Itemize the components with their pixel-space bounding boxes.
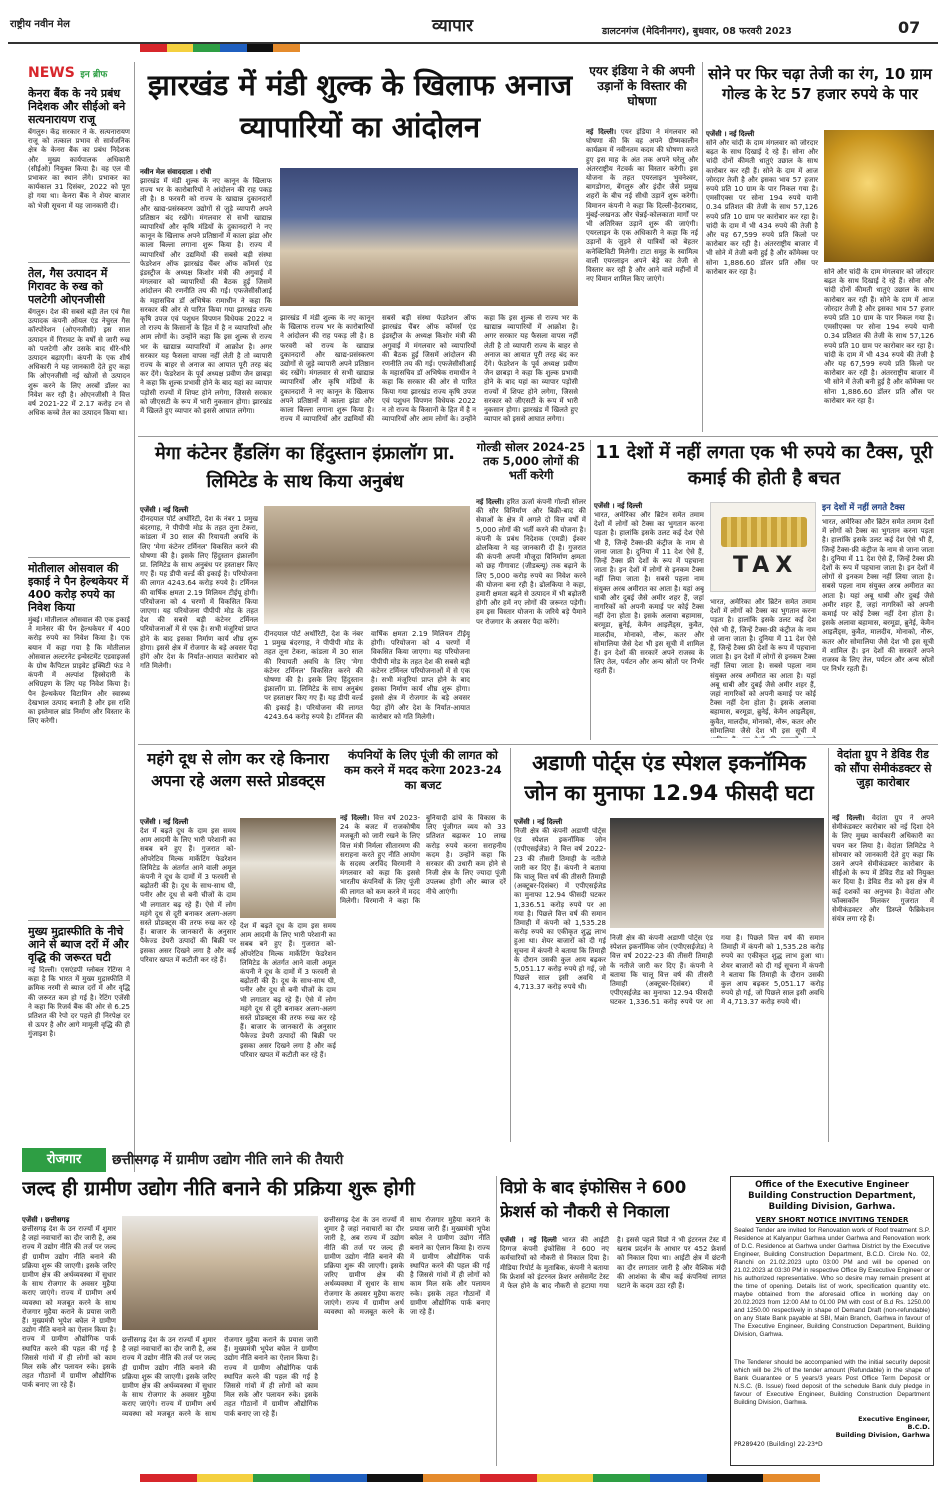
tender-signature: [734, 1415, 930, 1439]
masthead-page-number: 07: [898, 18, 921, 37]
sidebar-box: [822, 502, 934, 738]
story-byline: एजेंसी । नई दिल्ली: [706, 130, 755, 138]
story-air-india: [586, 64, 698, 432]
story-body-text: भारत की आईटी दिग्गज कंपनी इंफोसिस ने 600 नए कर्मचारियों को नौकरी से निकाल दिया है। मीडिया रिपोर्ट के मुताबिक, कंपनी ने बताया कि फ्रेशर्स को इंटरनल फ्रेशर असेसमेंट टेस्ट में फेल होने के बाद नौकरी से हटाया गया है। इससे पहले विप्रो ने भी इंटरनल टेस्ट में खराब प्रदर्शन के आधार पर 452 फ्रेशर्स को निकाल दिया था। आईटी क्षेत्र में छंटनी का दौर लगातार जारी है और वैश्विक मंदी की आशंका के बीच कई कंपनियां लागत घटाने के कदम उठा रही हैं।: [500, 1236, 726, 1291]
story-body: [500, 1236, 726, 1462]
story-tax-free-countries: [594, 440, 934, 740]
column-divider: [702, 62, 703, 432]
story-body-col: [594, 502, 704, 738]
brief-body: मुंबई। मोतीलाल ओसवाल की एक इकाई ने मानेसर की पैन हेल्थकेयर में 400 करोड़ रुपये का निवेश किया है। एक बयान में कहा गया है कि मोतीलाल ओसवाल अल्टरनेट इन्वेस्टमेंट एडवाइजर्स के ग्रोथ कैपिटल प्राइवेट इक्विटी फंड ने कंपनी में अल्पांश हिस्सेदारी के अधिग्रहण के लिए यह निवेश किया है। पैन हेल्थकेयर विटामिन और स्वास्थ्य देखभाल उत्पाद बनाती है और इस राशि का इस्तेमाल ब्रांड निर्माण और विस्तार के लिए करेगी।: [28, 616, 130, 726]
story-byline: एजेंसी । छत्तीसगढ़: [22, 1216, 70, 1224]
chief-minister-photo: [122, 1216, 318, 1330]
story-byline: एजेंसी । नई दिल्ली: [514, 818, 563, 826]
sidebar-body: भारत, अमेरिका और ब्रिटेन समेत तमाम देशों में लोगों को टैक्स का भुगतान करना पड़ता है। हालांकि इसके उलट कई देश ऐसे भी हैं, जिन्हें टैक्स-फ्री कंट्रीज के नाम से जाना जाता है। दुनिया में 11 देश ऐसे हैं, जिन्हें टैक्स फ्री देशों के रूप में पहचाना जाता है। इन देशों में लोगों से इनकम टैक्स नहीं लिया जाता है। सबसे पहला नाम संयुक्त अरब अमीरात का आता है। यहां अबू धाबी और दुबई जैसे अमीर शहर हैं, जहां नागरिकों को अपनी कमाई पर कोई टैक्स नहीं देना होता है। इसके अलावा बहामास, बरमूडा, ब्रुनेई, केमैन आइलैंड्स, कुवैत, मालदीव, मोनाको, नौरू, कतर और सोमालिया जैसे देश भी इस सूची में शामिल हैं। इन देशों की सरकारें अपने राजस्व के लिए तेल, पर्यटन और अन्य स्रोतों पर निर्भर रहती हैं।: [822, 518, 934, 674]
section-divider: [138, 744, 938, 745]
story-body: [476, 498, 586, 736]
color-registration-bar-bottom: [140, 1474, 820, 1482]
story-byline: नवीन मेल संवाददाता । रांची: [140, 168, 212, 176]
rozgar-section-bar: [22, 1148, 930, 1172]
story-body: झारखंड में मंडी शुल्क के नए कानून के खिलाफ राज्य भर के कारोबारियों ने आंदोलन की राह पकड़ ली है। 8 फरवरी को राज्य के खाद्यान्न दुकानदारों और खाद्य-प्रसंस्करण उद्योगों से जुड़े व्यापारी अपने प्रतिष्ठान बंद रखेंगे। मंगलवार से सभी खाद्यान्न व्यापारियों और कृषि मंडियों के दुकानदारों ने नए कानून के खिलाफ अपने प्रतिष्ठानों में काला झंडा और काला बिल्ला लगाना शुरू किया है। राज्य में व्यापारियों और उद्यमियों की सबसे बड़ी संस्था फेडरेशन ऑफ झारखंड चैंबर ऑफ कॉमर्स एंड इंडस्ट्रीज के अध्यक्ष किशोर मंत्री की अगुवाई में मंगलवार को व्यापारियों की बैठक हुई जिसमें आंदोलन की रणनीति तय की गई। एफजेसीसीआई के महासचिव डॉ अभिषेक रामाधीन ने कहा कि सरकार की ओर से पारित किया गया झारखंड राज्य कृषि उपज एवं पशुधन विपणन विधेयक 2022 न तो राज्य के किसानों के हित में है न व्यापारियों और आम लोगों के। उन्होंने कहा कि इस शुल्क से राज्य भर के खाद्यान्न व्यापारियों में आक्रोश है। अगर सरकार यह फैसला वापस नहीं लेती है तो व्यापारी राज्य के बाहर से अनाज का आयात पूरी तरह बंद कर देंगे। फेडरेशन के पूर्व अध्यक्ष प्रवीण जैन छाबड़ा ने कहा कि शुल्क प्रभावी होने के बाद यहां का व्यापार पड़ोसी राज्यों में शिफ्ट होने लगेगा, जिससे सरकार को जीएसटी के रूप में भारी नुकसान होगा। झारखंड में खिलते हुए व्यापार को इससे आघात लगेगा।: [140, 177, 272, 416]
story-headline: सोने पर फिर चढ़ा तेजी का रंग, 10 ग्राम गोल्ड के रेट 57 हजार रुपये के पार: [708, 65, 932, 103]
story-headline: विप्रो के बाद इंफोसिस ने 600 फ्रेशर्स को नौकरी से निकाला: [500, 1178, 687, 1221]
gold-jewelry-photo: [824, 130, 934, 262]
story-adani-ports: [514, 748, 824, 1142]
column-divider: [590, 440, 591, 740]
story-byline: एजेंसी । नई दिल्ली: [140, 506, 189, 514]
brief-headline: केनरा बैंक के नये प्रबंध निदेशक और सीईओ बने सत्यनारायण राजू: [28, 87, 126, 126]
brief-item: [28, 262, 130, 553]
story-body-col: [140, 506, 258, 738]
story-rural-industry-policy: [22, 1176, 490, 1466]
story-body: देश में बढ़ते दूध के दाम इस समय आम आदमी के लिए भारी परेशानी का सबब बने हुए हैं। गुजरात को-ऑपरेटिव मिल्क मार्केटिंग फेडरेशन लिमिटेड के अंतर्गत आने वाली अमूल कंपनी ने दूध के दामों में 3 फरवरी से बढ़ोतरी की है। दूध के साथ-साथ घी, पनीर और दूध से बनी चीजों के दाम भी लगातार बढ़ रहे हैं। ऐसे में लोग महंगे दूध से दूरी बनाकर अलग-अलग सस्ते प्रोडक्ट्स की तरफ रुख कर रहे हैं। बाजार के जानकारों के अनुसार पैकेज्ड डेयरी उत्पादों की बिक्री पर इसका असर दिखने लगा है और कई परिवार खपत में कटौती कर रहे हैं।: [140, 827, 236, 964]
story-body: छत्तीसगढ़ देश के उन राज्यों में शुमार है जहां नवाचारों का दौर जारी है, अब राज्य में उद्योग नीति की तर्ज पर जल्द ही ग्रामीण उद्योग नीति बनाने की प्रक्रिया शुरू की जाएगी। इसके जरिए ग्रामीण क्षेत्र की अर्थव्यवस्था में सुधार के साथ रोजगार के अवसर मुहैया कराए जाएंगे। राज्य में ग्रामीण अर्थ व्यवस्था को मजबूत करने के साथ रोजगार मुहैया कराने के प्रयास जारी हैं। मुख्यमंत्री भूपेश बघेल ने ग्रामीण उद्योग नीति बनाने का ऐलान किया है। राज्य में ग्रामीण औद्योगिक पार्क स्थापित करने की पहल की गई है जिससे गांवों में ही लोगों को काम मिल सके और पलायन रुके। इसके तहत गौठानों में ग्रामीण औद्योगिक पार्क बनाए जा रहे हैं।: [22, 1225, 116, 1390]
story-byline: नई दिल्ली।: [340, 814, 370, 822]
brief-headline: तेल, गैस उत्पादन में गिरावट के रुख को पलटेगी ओएनजीसी: [28, 267, 108, 306]
brief-item: [28, 557, 130, 916]
story-headline: एयर इंडिया ने की अपनी उड़ानों के विस्तार की घोषणा: [589, 64, 695, 108]
story-milk-prices: [140, 748, 336, 1142]
story-body-continued: दीनदयाल पोर्ट अथॉरिटी, देश के नंबर 1 प्रमुख बंदरगाह, ने पीपीपी मोड के तहत तूना टेकरा, कांडला में 30 साल की रियायती अवधि के लिए 'मेगा कंटेनर टर्मिनल' विकसित करने की घोषणा की है। इसके लिए हिंदुस्तान इंफ्रालॉग प्रा. लिमिटेड के साथ अनुबंध पर हस्ताक्षर किए गए हैं। यह डीपी वर्ल्ड की इकाई है। परियोजना की लागत 4243.64 करोड़ रुपये है। टर्मिनल की वार्षिक क्षमता 2.19 मिलियन टीईयू होगी। परियोजना को 4 चरणों में विकसित किया जाएगा। यह परियोजना पीपीपी मोड के तहत देश की सबसे बड़ी कंटेनर टर्मिनल परियोजनाओं में से एक है। सभी मंजूरियां प्राप्त होने के बाद इसका निर्माण कार्य शीघ्र शुरू होगा। इससे क्षेत्र में रोजगार के बड़े अवसर पैदा होंगे और देश के निर्यात-आयात कारोबार को गति मिलेगी।: [264, 630, 470, 721]
story-body-continued: झारखंड में मंडी शुल्क के नए कानून के खिलाफ राज्य भर के कारोबारियों ने आंदोलन की राह पकड़ ली है। 8 फरवरी को राज्य के खाद्यान्न दुकानदारों और खाद्य-प्रसंस्करण उद्योगों से जुड़े व्यापारी अपने प्रतिष्ठान बंद रखेंगे। मंगलवार से सभी खाद्यान्न व्यापारियों और कृषि मंडियों के दुकानदारों ने नए कानून के खिलाफ अपने प्रतिष्ठानों में काला झंडा और काला बिल्ला लगाना शुरू किया है। राज्य में व्यापारियों और उद्यमियों की सबसे बड़ी संस्था फेडरेशन ऑफ झारखंड चैंबर ऑफ कॉमर्स एंड इंडस्ट्रीज के अध्यक्ष किशोर मंत्री की अगुवाई में मंगलवार को व्यापारियों की बैठक हुई जिसमें आंदोलन की रणनीति तय की गई। एफजेसीसीआई के महासचिव डॉ अभिषेक रामाधीन ने कहा कि सरकार की ओर से पारित किया गया झारखंड राज्य कृषि उपज एवं पशुधन विपणन विधेयक 2022 न तो राज्य के किसानों के हित में है न व्यापारियों और आम लोगों के। उन्होंने कहा कि इस शुल्क से राज्य भर के खाद्यान्न व्यापारियों में आक्रोश है। अगर सरकार यह फैसला वापस नहीं लेती है तो व्यापारी राज्य के बाहर से अनाज का आयात पूरी तरह बंद कर देंगे। फेडरेशन के पूर्व अध्यक्ष प्रवीण जैन छाबड़ा ने कहा कि शुल्क प्रभावी होने के बाद यहां का व्यापार पड़ोसी राज्यों में शिफ्ट होने लगेगा, जिससे सरकार को जीएसटी के रूप में भारी नुकसान होगा। झारखंड में खिलते हुए व्यापार को इससे आघात लगेगा।: [280, 314, 578, 424]
story-jharkhand-mandi: [140, 64, 580, 432]
color-registration-bar-top: [140, 44, 300, 52]
story-body: निजी क्षेत्र की कंपनी अडाणी पोर्ट्स एंड स्पेशल इकनॉमिक जोन (एपीएसईजेड) ने वित्त वर्ष 2022-23 की तीसरी तिमाही के नतीजे जारी कर दिए हैं। कंपनी ने बताया कि चालू वित्त वर्ष की तीसरी तिमाही (अक्टूबर-दिसंबर) में एपीएसईजेड का मुनाफा 12.94 फीसदी घटकर 1,336.51 करोड़ रुपये पर आ गया है। पिछले वित्त वर्ष की समान तिमाही में कंपनी को 1,535.28 करोड़ रुपये का एकीकृत शुद्ध लाभ हुआ था। शेयर बाजारों को दी गई सूचना में कंपनी ने बताया कि तिमाही के दौरान उसकी कुल आय बढ़कर 5,051.17 करोड़ रुपये हो गई, जो पिछले साल इसी अवधि में 4,713.37 करोड़ रुपये थी।: [514, 827, 606, 992]
story-body-col: [514, 818, 606, 1140]
story-headline: वेदांता ग्रुप ने डेविड रीड को सौंपा सेमीकंडक्टर से जुड़ा कारोबार: [834, 748, 932, 789]
news-brief-column: [28, 62, 130, 1172]
brief-body: नई दिल्ली। एसएंडपी ग्लोबल रेटिंग्स ने कहा है कि भारत में मुख्य मुद्रास्फीति में क्रमिक नरमी से ब्याज दरों में और वृद्धि की जरूरत कम हो गई है। रेटिंग एजेंसी ने कहा कि रिजर्व बैंक की ओर से 6.25 प्रतिशत की रेपो दर पहले ही निरपेक्ष दर से ऊपर है और आगे मामूली वृद्धि की ही गुंजाइश है।: [28, 966, 130, 1039]
brief-headline: मोतीलाल ओसवाल की इकाई ने पैन हेल्थकेयर में 400 करोड़ रुपये का निवेश किया: [28, 562, 129, 614]
story-body-text: वित्त वर्ष 2023-24 के बजट में राजकोषीय मजबूती को जारी रखने के लिए वित्त मंत्री निर्मला सीतारमण की सराहना करते हुए नीति आयोग के सदस्य अरविंद विरमानी ने मंगलवार को कहा कि इससे भारतीय कंपनियों के लिए पूंजी की लागत को कम करने में मदद मिलेगी। विरमानी ने कहा कि बुनियादी ढांचे के विकास के लिए पूंजीगत व्यय को 33 प्रतिशत बढ़ाकर 10 लाख करोड़ रुपये करना सराहनीय कदम है। उन्होंने कहा कि सरकार की उधारी कम होने से निजी क्षेत्र के लिए ज्यादा पूंजी उपलब्ध होगी और ब्याज दरें नीचे आएंगी।: [340, 814, 506, 905]
story-byline: एजेंसी । नई दिल्ली: [140, 818, 189, 826]
story-headline: कंपनियों के लिए पूंजी की लागत को कम करने में मदद करेगा 2023-24 का बजट: [344, 748, 502, 792]
story-body: [586, 128, 698, 426]
masthead-paper-name: राष्ट्रीय नवीन मेल: [10, 19, 70, 30]
milk-pouring-photo: [240, 818, 336, 918]
story-byline: नई दिल्ली।: [832, 814, 865, 822]
masthead-section: व्यापार: [432, 16, 474, 36]
tender-title: VERY SHORT NOTICE INVITING TENDER: [755, 1216, 909, 1224]
brief-body: बेंगलुरु। केंद्र सरकार ने के. सत्यनारायण राजू को तत्काल प्रभाव से सार्वजनिक क्षेत्र के केनरा बैंक का प्रबंध निदेशक और मुख्य कार्यपालक अधिकारी (सीईओ) नियुक्त किया है। वह एल वी प्रभाकर का स्थान लेंगे। प्रभाकर का कार्यकाल 31 दिसंबर, 2022 को पूरा हो गया था। केनरा बैंक ने शेयर बाजार को भेजी सूचना में यह जानकारी दी।: [28, 128, 130, 210]
tax-label: TAX: [733, 553, 799, 578]
story-body-continued: सोने और चांदी के दाम मंगलवार को जोरदार बढ़त के साथ दिखाई दे रहे हैं। सोना और चांदी दोनों कीमती धातुएं उछाल के साथ कारोबार कर रही हैं। सोने के दाम में आज जोरदार तेजी है और इसका भाव 57 हजार रुपये प्रति 10 ग्राम के पार निकल गया है। एमसीएक्स पर सोना 194 रुपये यानी 0.34 प्रतिशत की तेजी के साथ 57,126 रुपये प्रति 10 ग्राम पर कारोबार कर रहा है। चांदी के दाम में भी 434 रुपये की तेजी है और यह 67,599 रुपये प्रति किलो पर कारोबार कर रही है। अंतरराष्ट्रीय बाजार में भी सोने में तेजी बनी हुई है और कॉमेक्स पर सोना 1,886.60 डॉलर प्रति औंस पर कारोबार कर रहा है।: [824, 268, 934, 405]
masthead: [0, 0, 945, 60]
tender-sign-division: Building Division, Garhwa: [835, 1431, 930, 1439]
brief-item: [28, 920, 130, 1141]
tender-body: Sealed Tender are invited for Renovation work of Roof treatment S.P. Residence at Kalyanpur Garhwa under Garhwa and Renovation work of D.C. Residence at Garhwa under Garhwa District by the Executive Engineer, Building Construction Department, B.C.D. Circle No. 02, Ranchi on 21.02.2023 upto 03:00 PM and will be opened on 21.02.2023 at 03:30 PM in respective Office By Executive Engineer or his authorized representative. Who so desire may remain present at the time of opening. Details list of work, specification quantity etc. maybe obtained from the aforesaid office in working day on 20.02.2023 from 12:00 AM to 01:00 PM with cost of B.d Rs. 1250.00 and 1250.00 respectively in shape of Demand Draft (non-refundable) on any State Bank payable at SBI, Main Branch, Garhwa in favour of The Executive Engineer, Building Construction Department, Building Division, Garhwa.: [734, 1227, 930, 1338]
brief-item: [28, 87, 130, 258]
story-body: [832, 814, 934, 1138]
story-body: दीनदयाल पोर्ट अथॉरिटी, देश के नंबर 1 प्रमुख बंदरगाह, ने पीपीपी मोड के तहत तूना टेकरा, कांडला में 30 साल की रियायती अवधि के लिए 'मेगा कंटेनर टर्मिनल' विकसित करने की घोषणा की है। इसके लिए हिंदुस्तान इंफ्रालॉग प्रा. लिमिटेड के साथ अनुबंध पर हस्ताक्षर किए गए हैं। यह डीपी वर्ल्ड की इकाई है। परियोजना की लागत 4243.64 करोड़ रुपये है। टर्मिनल की वार्षिक क्षमता 2.19 मिलियन टीईयू होगी। परियोजना को 4 चरणों में विकसित किया जाएगा। यह परियोजना पीपीपी मोड के तहत देश की सबसे बड़ी कंटेनर टर्मिनल परियोजनाओं में से एक है। सभी मंजूरियां प्राप्त होने के बाद इसका निर्माण कार्य शीघ्र शुरू होगा। इससे क्षेत्र में रोजगार के बड़े अवसर पैदा होंगे और देश के निर्यात-आयात कारोबार को गति मिलेगी।: [140, 515, 258, 671]
tender-body-2: The Tenderer should be accompanied with the initial security deposit which will be 2% of the tender amount (Refundable) in the shape of Bank Guarantee or 5 years/3 years Post Office Term Deposit or N.S.C. (B. Issue) fixed deposit of the schedule Bank duly pledge in favour of Executive Engineer, Building Construction Department Building Division, Garhwa.: [734, 1359, 930, 1406]
tax-illustration: [710, 502, 816, 592]
tender-division: Building Division, Garhwa.: [768, 1202, 896, 1212]
story-headline: अडाणी पोर्ट्स एंड स्पेशल इकनॉमिक जोन का मुनाफा 12.94 फीसदी घटा: [524, 751, 814, 805]
story-body-continued: छत्तीसगढ़ देश के उन राज्यों में शुमार है जहां नवाचारों का दौर जारी है, अब राज्य में उद्योग नीति की तर्ज पर जल्द ही ग्रामीण उद्योग नीति बनाने की प्रक्रिया शुरू की जाएगी। इसके जरिए ग्रामीण क्षेत्र की अर्थव्यवस्था में सुधार के साथ रोजगार के अवसर मुहैया कराए जाएंगे। राज्य में ग्रामीण अर्थ व्यवस्था को मजबूत करने के साथ रोजगार मुहैया कराने के प्रयास जारी हैं। मुख्यमंत्री भूपेश बघेल ने ग्रामीण उद्योग नीति बनाने का ऐलान किया है। राज्य में ग्रामीण औद्योगिक पार्क स्थापित करने की पहल की गई है जिससे गांवों में ही लोगों को काम मिल सके और पलायन रुके। इसके तहत गौठानों में ग्रामीण औद्योगिक पार्क बनाए जा रहे हैं।: [122, 1336, 318, 1418]
coin-stack: [721, 517, 807, 547]
section-divider: [138, 436, 938, 437]
story-budget-capital: [340, 748, 506, 1142]
story-body-continued: निजी क्षेत्र की कंपनी अडाणी पोर्ट्स एंड स्पेशल इकनॉमिक जोन (एपीएसईजेड) ने वित्त वर्ष 2022-23 की तीसरी तिमाही के नतीजे जारी कर दिए हैं। कंपनी ने बताया कि चालू वित्त वर्ष की तीसरी तिमाही (अक्टूबर-दिसंबर) में एपीएसईजेड का मुनाफा 12.94 फीसदी घटकर 1,336.51 करोड़ रुपये पर आ गया है। पिछले वित्त वर्ष की समान तिमाही में कंपनी को 1,535.28 करोड़ रुपये का एकीकृत शुद्ध लाभ हुआ था। शेयर बाजारों को दी गई सूचना में कंपनी ने बताया कि तिमाही के दौरान उसकी कुल आय बढ़कर 5,051.17 करोड़ रुपये हो गई, जो पिछले साल इसी अवधि में 4,713.37 करोड़ रुपये थी।: [610, 934, 824, 1007]
in-brief-label: इन ब्रीफ: [80, 70, 108, 80]
tender-dept: Building Construction Department,: [748, 1191, 916, 1201]
story-mega-container: [140, 440, 470, 740]
tender-header: [734, 1180, 930, 1213]
story-body-col: [140, 818, 236, 1140]
story-body-continued: भारत, अमेरिका और ब्रिटेन समेत तमाम देशों में लोगों को टैक्स का भुगतान करना पड़ता है। हालांकि इसके उलट कई देश ऐसे भी हैं, जिन्हें टैक्स-फ्री कंट्रीज के नाम से जाना जाता है। दुनिया में 11 देश ऐसे हैं, जिन्हें टैक्स फ्री देशों के रूप में पहचाना जाता है। इन देशों में लोगों से इनकम टैक्स नहीं लिया जाता है। सबसे पहला नाम संयुक्त अरब अमीरात का आता है। यहां अबू धाबी और दुबई जैसे अमीर शहर हैं, जहां नागरिकों को अपनी कमाई पर कोई टैक्स नहीं देना होता है। इसके अलावा बहामास, बरमूडा, ब्रुनेई, केमैन आइलैंड्स, कुवैत, मालदीव, मोनाको, नौरू, कतर और सोमालिया जैसे देश भी इस सूची में: [710, 598, 816, 735]
story-headline: गोल्डी सोलर 2024-25 तक 5,000 लोगों की भर्ती करेगी: [476, 440, 586, 482]
story-body-continued: देश में बढ़ते दूध के दाम इस समय आम आदमी के लिए भारी परेशानी का सबब बने हुए हैं। गुजरात को-ऑपरेटिव मिल्क मार्केटिंग फेडरेशन लिमिटेड के अंतर्गत आने वाली अमूल कंपनी ने दूध के दामों में 3 फरवरी से बढ़ोतरी की है। दूध के साथ-साथ घी, पनीर और दूध से बनी चीजों के दाम भी लगातार बढ़ रहे हैं। ऐसे में लोग महंगे दूध से दूरी बनाकर अलग-अलग सस्ते प्रोडक्ट्स की तरफ रुख कर रहे हैं। बाजार के जानकारों के अनुसार पैकेज्ड डेयरी उत्पादों की बिक्री पर इसका असर दिखने लगा है और कई परिवार खपत में कटौती कर रहे हैं।: [240, 922, 336, 1059]
story-headline: महंगे दूध से लोग कर रहे किनारा अपना रहे अलग सस्ते प्रोडक्ट्स: [147, 750, 329, 790]
story-body-left: [140, 168, 272, 430]
story-headline: 11 देशों में नहीं लगता एक भी रुपये का टैक्स, पूरी कमाई की होती है बचत: [595, 442, 933, 489]
story-body-text: वेदांता ग्रुप ने अपने सेमीकंडक्टर कारोबार को नई दिशा देने के लिए मुख्य कार्यकारी अधिकारी का चयन कर लिया है। वेदांता लिमिटेड ने सोमवार को जानकारी देते हुए कहा कि उसने अपने सेमीकंडक्टर कारोबार के सीईओ के रूप में डेविड रीड को नियुक्त कर दिया है। डेविड रीड को इस क्षेत्र में कई दशकों का अनुभव है। वेदांता और फॉक्सकॉन मिलकर गुजरात में सेमीकंडक्टर और डिस्प्ले फैब्रिकेशन संयंत्र लगा रहे हैं।: [832, 814, 934, 924]
story-body-continued-right: छत्तीसगढ़ देश के उन राज्यों में शुमार है जहां नवाचारों का दौर जारी है, अब राज्य में उद्योग नीति की तर्ज पर जल्द ही ग्रामीण उद्योग नीति बनाने की प्रक्रिया शुरू की जाएगी। इसके जरिए ग्रामीण क्षेत्र की अर्थव्यवस्था में सुधार के साथ रोजगार के अवसर मुहैया कराए जाएंगे। राज्य में ग्रामीण अर्थ व्यवस्था को मजबूत करने के साथ रोजगार मुहैया कराने के प्रयास जारी हैं। मुख्यमंत्री भूपेश बघेल ने ग्रामीण उद्योग नीति बनाने का ऐलान किया है। राज्य में ग्रामीण औद्योगिक पार्क स्थापित करने की पहल की गई है जिससे गांवों में ही लोगों को काम मिल सके और पलायन रुके। इसके तहत गौठानों में ग्रामीण औद्योगिक पार्क बनाए जा रहे हैं।: [324, 1216, 490, 1317]
column-divider: [134, 62, 135, 1172]
gautam-adani-photo: [610, 818, 824, 928]
story-byline: एजेंसी । नई दिल्ली: [594, 502, 643, 510]
story-body-col: [22, 1216, 116, 1464]
column-divider: [496, 1176, 497, 1466]
story-goldi-solar: [476, 440, 586, 740]
story-body: सोने और चांदी के दाम मंगलवार को जोरदार बढ़त के साथ दिखाई दे रहे हैं। सोना और चांदी दोनों कीमती धातुएं उछाल के साथ कारोबार कर रही हैं। सोने के दाम में आज जोरदार तेजी है और इसका भाव 57 हजार रुपये प्रति 10 ग्राम के पार निकल गया है। एमसीएक्स पर सोना 194 रुपये यानी 0.34 प्रतिशत की तेजी के साथ 57,126 रुपये प्रति 10 ग्राम पर कारोबार कर रहा है। चांदी के दाम में भी 434 रुपये की तेजी है और यह 67,599 रुपये प्रति किलो पर कारोबार कर रही है। अंतरराष्ट्रीय बाजार में भी सोने में तेजी बनी हुई है और कॉमेक्स पर सोना 1,886.60 डॉलर प्रति औंस पर कारोबार कर रहा है।: [706, 139, 818, 276]
rozgar-kicker: छत्तीसगढ़ में ग्रामीण उद्योग नीति लाने की तैयारी: [112, 1152, 344, 1168]
story-body: [340, 814, 506, 1138]
story-body: भारत, अमेरिका और ब्रिटेन समेत तमाम देशों में लोगों को टैक्स का भुगतान करना पड़ता है। हालांकि इसके उलट कई देश ऐसे भी हैं, जिन्हें टैक्स-फ्री कंट्रीज के नाम से जाना जाता है। दुनिया में 11 देश ऐसे हैं, जिन्हें टैक्स फ्री देशों के रूप में पहचाना जाता है। इन देशों में लोगों से इनकम टैक्स नहीं लिया जाता है। सबसे पहला नाम संयुक्त अरब अमीरात का आता है। यहां अबू धाबी और दुबई जैसे अमीर शहर हैं, जहां नागरिकों को अपनी कमाई पर कोई टैक्स नहीं देना होता है। इसके अलावा बहामास, बरमूडा, ब्रुनेई, केमैन आइलैंड्स, कुवैत, मालदीव, मोनाको, नौरू, कतर और सोमालिया जैसे देश भी इस सूची में शामिल हैं। इन देशों की सरकारें अपने राजस्व के लिए तेल, पर्यटन और अन्य स्रोतों पर निर्भर रहती हैं।: [594, 511, 704, 676]
tender-sign-bcd: B.C.D.: [907, 1423, 930, 1431]
story-body-col: [706, 130, 818, 430]
story-infosys-fresher-layoff: [500, 1176, 726, 1466]
story-headline: झारखंड में मंडी शुल्क के खिलाफ अनाज व्यापारियों का आंदोलन: [147, 68, 573, 144]
rozgar-tag: रोजगार: [22, 1148, 106, 1172]
story-byline: नई दिल्ली।: [476, 498, 505, 506]
story-body-text: एयर इंडिया ने मंगलवार को घोषणा की कि वह अपने ग्रीष्मकालीन कार्यक्रम में नवीनतम कदम की घोषणा करते हुए इस माह के अंत तक अपने घरेलू और अंतरराष्ट्रीय नेटवर्क का विस्तार करेगी। इस योजना के तहत एयरलाइन भुवनेश्वर, बागडोगरा, बेंगलुरु और इंदौर जैसे प्रमुख शहरों के बीच नई सीधी उड़ानें शुरू करेगी। विमानन कंपनी ने कहा कि दिल्ली-हैदराबाद, मुंबई-लखनऊ और चेन्नई-कोलकाता मार्गों पर भी अतिरिक्त उड़ानें शुरू की जाएंगी। एयरलाइन के एक अधिकारी ने कहा कि नई उड़ानों के जुड़ने से यात्रियों को बेहतर कनेक्टिविटी मिलेगी। टाटा समूह के स्वामित्व वाली एयरलाइन अपने बेड़े का तेजी से विस्तार कर रही है और आने वाले महीनों में नए विमान शामिल किए जाएंगे।: [586, 128, 698, 284]
story-byline: नई दिल्ली।: [586, 128, 617, 136]
tender-pr-number: PR289420 (Building) 22-23*D: [734, 1441, 823, 1448]
story-headline: जल्द ही ग्रामीण उद्योग नीति बनाने की प्रक्रिया शुरू होगी: [22, 1177, 415, 1200]
brief-headline: मुख्य मुद्रास्फीति के नीचे आने से ब्याज दरों में और वृद्धि की जरूरत घटी: [28, 925, 129, 964]
story-body-text: हरित ऊर्जा कंपनी गोल्डी सोलर की सौर विनिर्माण और बिक्री-बाद की सेवाओं के क्षेत्र में अगले दो वित्त वर्षों में 5,000 लोगों की भर्ती करने की योजना है। कंपनी के प्रबंध निदेशक (एमडी) ईश्वर ढोलकिया ने यह जानकारी दी है। गुजरात की कंपनी अपनी मौजूदा विनिर्माण क्षमता को छह गीगावाट (जीडब्ल्यू) तक बढ़ाने के लिए 5,000 करोड़ रुपये का निवेश करने की योजना बना रही है। ढोलकिया ने कहा, हमारी क्षमता बढ़ने से उत्पादन में भी बढ़ोतरी होगी और हमें नए लोगों की जरूरत पड़ेगी। हम इस विस्तार योजना के जरिये बड़े पैमाने पर रोजगार के अवसर पैदा करेंगे।: [476, 498, 586, 626]
tender-office: Office of the Executive Engineer: [755, 1180, 909, 1190]
signing-ceremony-photo: [264, 506, 470, 624]
news-label: NEWS: [28, 65, 75, 81]
story-byline: एजेंसी । नई दिल्ली: [500, 1236, 557, 1244]
masthead-dateline: डालटनगंज (मेदिनीनगर), बुधवार, 08 फरवरी 2023: [602, 26, 792, 37]
column-divider: [510, 748, 511, 1142]
meeting-photo: [280, 168, 578, 306]
story-headline: मेगा कंटेनर हैंडलिंग का हिंदुस्तान इंफ्रालॉग प्रा. लिमिटेड के साथ किया अनुबंध: [155, 443, 455, 492]
story-vedanta-semiconductor: [832, 748, 934, 1142]
tender-sign-title: Executive Engineer,: [858, 1415, 930, 1423]
news-brief-label: [28, 62, 130, 81]
brief-body: बेंगलुरु। देश की सबसे बड़ी तेल एवं गैस उत्पादक कंपनी ऑयल एंड नेचुरल गैस कॉरपोरेशन (ओएनजीसी) इस साल उत्पादन में गिरावट के वर्षों से जारी रुख को पलटेगी और उसके बाद धीरे-धीरे उत्पादन बढ़ाएगी। कंपनी के एक शीर्ष अधिकारी ने यह जानकारी देते हुए कहा कि ओएनजीसी नई खोजों से उत्पादन शुरू करने के लिए अरबों डॉलर का निवेश कर रही है। ओएनजीसी ने वित्त वर्ष 2021-22 में 2.17 करोड़ टन से अधिक कच्चे तेल का उत्पादन किया था।: [28, 308, 130, 418]
story-gold-price: [706, 64, 934, 432]
sidebar-subhead: इन देशों में नहीं लगते टैक्स: [822, 502, 934, 516]
tender-notice: [730, 1176, 934, 1466]
column-divider: [828, 748, 829, 1142]
